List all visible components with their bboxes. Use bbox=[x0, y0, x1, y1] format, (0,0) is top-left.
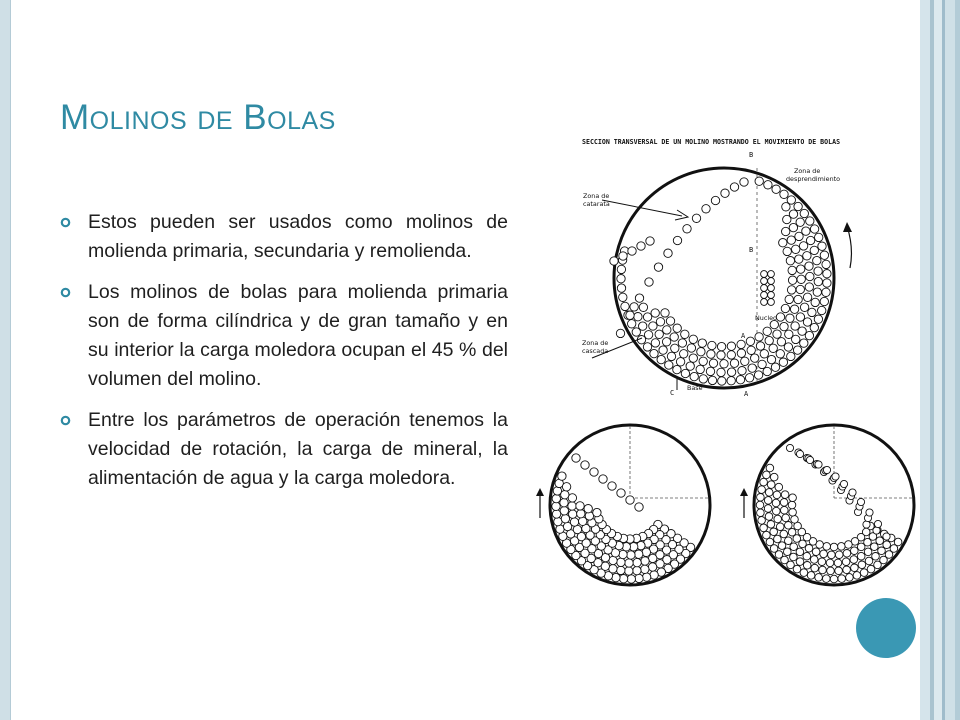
decorative-circle bbox=[856, 598, 916, 658]
label-cascada: cascada bbox=[582, 347, 609, 355]
bullet-item bbox=[60, 406, 508, 493]
slide-title: Molinos de Bolas bbox=[60, 98, 336, 137]
bullet-text: Entre los parámetros de operación tenemos la velocidad de rotación, la carga de mineral, la alimentación de agua y la carga moledora. bbox=[88, 409, 508, 489]
ball-mill-diagram bbox=[532, 128, 922, 593]
label-catarata: catarata bbox=[583, 200, 610, 208]
rotation-arrowhead-icon bbox=[536, 488, 544, 496]
right-frame-border bbox=[920, 0, 960, 720]
label-b-top: B bbox=[749, 151, 754, 159]
ring-bullet-icon bbox=[60, 415, 71, 426]
bullet-text: Estos pueden ser usados como molinos de molienda primaria, secundaria y remolienda. bbox=[88, 211, 508, 262]
bullet-item bbox=[60, 278, 508, 394]
left-frame-border bbox=[0, 0, 11, 720]
label-a-mid: A bbox=[741, 332, 746, 340]
ring-bullet-icon bbox=[60, 217, 71, 228]
figure-caption: SECCION TRANSVERSAL DE UN MOLINO MOSTRANDO EL MOVIMIENTO DE BOLAS bbox=[582, 138, 841, 146]
ring-bullet-icon bbox=[60, 287, 71, 298]
label-c: C bbox=[670, 389, 675, 397]
label-desprendimiento: desprendimiento bbox=[786, 175, 841, 183]
label-zona-cascada: Zona de bbox=[582, 339, 609, 347]
bullet-list bbox=[60, 208, 508, 505]
rotation-arrowhead-icon bbox=[740, 488, 748, 496]
label-b-mid: B bbox=[749, 246, 754, 254]
rotation-arrow-icon bbox=[847, 226, 851, 268]
label-nucleo: Nucleo bbox=[755, 314, 777, 322]
label-a-bottom: A bbox=[744, 390, 749, 398]
bullet-item bbox=[60, 208, 508, 266]
label-base: Base bbox=[687, 384, 703, 392]
bullet-text: Los molinos de bolas para molienda primaria son de forma cilíndrica y de gran tamaño y en su interior la carga moledora ocupan el 45 % del volumen del molino. bbox=[88, 281, 508, 390]
label-zona-desprendimiento: Zona de bbox=[794, 167, 821, 175]
rotation-arrowhead-icon bbox=[843, 222, 852, 232]
label-zona-catarata: Zona de bbox=[583, 192, 610, 200]
